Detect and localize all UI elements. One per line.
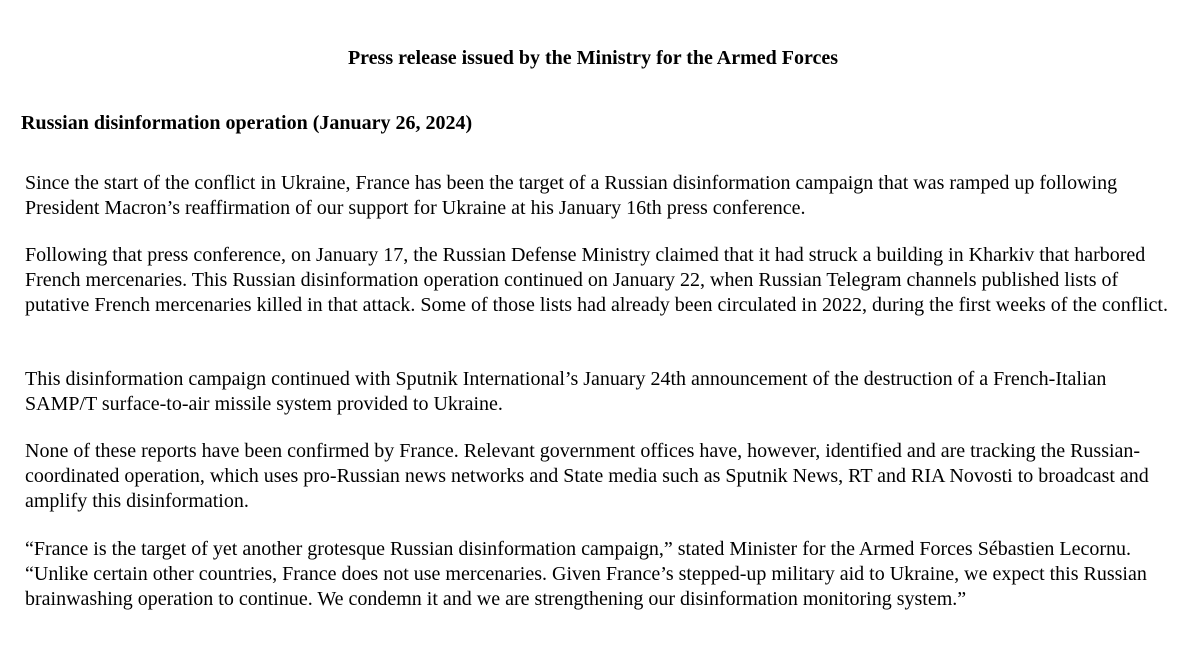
paragraph-4: None of these reports have been confirmed by France. Relevant government offices have, however, identified and are tracking the Russian-coordinated operation, which uses pro-Russian news networks and State media such as Sputnik News, RT and RIA Novosti to broadcast and amplify this disinformation.	[25, 440, 1149, 512]
document-subtitle: Russian disinformation operation (January 26, 2024)	[21, 112, 473, 134]
document-title: Press release issued by the Ministry for the Armed Forces	[347, 47, 839, 69]
paragraph-3: This disinformation campaign continued with Sputnik International’s January 24th announcement of the destruction of a French-Italian SAMP/T surface-to-air missile system provided to Ukraine.	[25, 368, 1107, 415]
paragraph-5-quote: “France is the target of yet another grotesque Russian disinformation campaign,” stated Minister for the Armed Forces Sébastien Lecornu. “Unlike certain other countries, France does not use mercenaries. Given France’s stepped-up military aid to Ukraine, we expect this Russian brainwashing operation to continue. We condemn it and we are strengthening our disinformation monitoring system.”	[25, 538, 1147, 610]
paragraph-1: Since the start of the conflict in Ukraine, France has been the target of a Russian disinformation campaign that was ramped up following President Macron’s reaffirmation of our support for Ukraine at his January 16th press conference.	[25, 172, 1118, 219]
paragraph-2: Following that press conference, on January 17, the Russian Defense Ministry claimed that it had struck a building in Kharkiv that harbored French mercenaries. This Russian disinformation operation continued on January 22, when Russian Telegram channels published lists of putative French mercenaries killed in that attack. Some of those lists had already been circulated in 2022, during the first weeks of the conflict.	[25, 244, 1168, 316]
